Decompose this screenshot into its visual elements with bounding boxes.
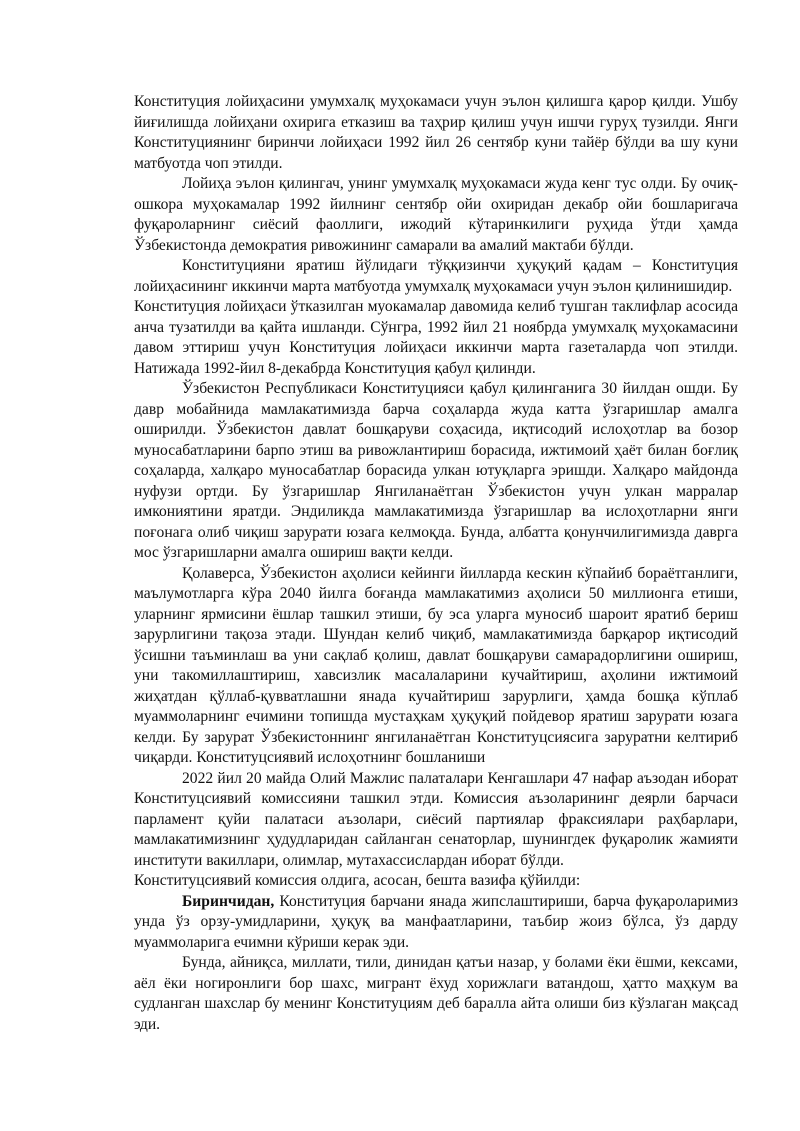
paragraph-lead: Биринчидан, [182,892,275,910]
paragraph: Лойиҳа эълон қилингач, унинг умумхалқ муҳокамаси жуда кенг тус олди. Бу очиқ-ошкора муҳокамалар 1992 йилнинг сентябр ойи охиридан декабр ойи бошларигача фуқароларнинг сиёсий фаоллиги, ижодий кўтаринкилиги руҳида ўтди ҳамда Ўзбекистонда демократия ривожининг самарали ва амалий мактаби бўлди. [134,175,738,254]
paragraph: Бунда, айниқса, миллати, тили, динидан қатъи назар, у болами ёки ёшми, кексами, аёл ёки ногиронлиги бор шахс, мигрант ёхуд хорижлаги ватандош, ҳатто маҳкум ва судланган шахслар бу менинг Конституциям деб баралла айта олиши биз кўзлаган мақсад эди. [134,954,738,1033]
paragraph: Қолаверса, Ўзбекистон аҳолиси кейинги йилларда кескин кўпайиб бораётганлиги, маълумотларга кўра 2040 йилга боғанда мамлакатимиз аҳолиси 50 миллионга етиши, уларнинг ярмисини ёшлар ташкил этиши, бу эса уларга муносиб шароит яратиб бериш зарурлигини тақоза этади. Шундан келиб чиқиб, мамлакатимизда барқарор иқтисодий ўсишни таъминлаш ва уни сақлаб қолиш, давлат бошқаруви самарадорлигини ошириш, уни такомиллаштириш, хавсизлик масалаларини кучайтириш, аҳолини ижтимоий жиҳатдан қўллаб-қувватлашни янада кучайтириш зарурлиги, ҳамда бошқа кўплаб муаммоларнинг ечимини топишда мустаҳкам ҳуқуқий пойдевор яратиш зарурати юзага келди. Бу зарурат Ўзбекистоннинг янгиланаётган Конституцсиясига заруратни келтириб чиқарди. Конституцсиявий ислоҳотнинг бошланиши [134,564,738,766]
paragraph: 2022 йил 20 майда Олий Мажлис палаталари Кенгашлари 47 нафар аъзодан иборат Конституцсиявий комиссияни ташкил этди. Комиссия аъзоларининг деярли барчаси парламент қуйи палатаси аъзолари, сиёсий партиялар фраксиялари раҳбарлари, мамлакатимизнинг ҳудудларидан сайланган сенаторлар, шунингдек фуқаролик жамияти институти вакиллари, олимлар, мутахассислардан иборат бўлди. [134,769,738,869]
paragraph: Ўзбекистон Республикаси Конституцияси қабул қилинганига 30 йилдан ошди. Бу давр мобайнида мамлакатимизда барча соҳаларда жуда катта ўзгаришлар амалга оширилди. Ўзбекистон давлат бошқаруви соҳасида, иқтисодий ислоҳотлар ва бозор муносабатларини барпо этиш ва ривожлантириш борасида, ижтимоий ҳаёт билан боғлиқ соҳаларда, халқаро муносабатлар борасида улкан ютуқларга эришди. Халқаро майдонда нуфузи ортди. Бу ўзгаришлар Янгиланаётган Ўзбекистон учун улкан марралар имкониятини яратди. Эндиликда мамлакатимизда ўзгаришлар ва ислоҳотларни янги поғонага олиб чиқиш зарурати юзага келмоқда. Бунда, албатта қонунчилигимизда даврга мос ўзгаришларни амалга ошириш вақти келди. [134,380,738,561]
paragraph-firstly [134,892,738,954]
paragraph: Конституция лойиҳаси ўтказилган муокамалар давомида келиб тушган таклифлар асосида анча тузатилди ва қайта ишланди. Сўнгра, 1992 йил 21 ноябрда умумхалқ муҳокамасини давом эттириш учун Конституция лойиҳаси иккинчи марта газеталарда чоп этилди. Натижада 1992-йил 8-декабрда Конституция қабул қилинди. [134,298,738,377]
paragraph: Конституцияни яратиш йўлидаги тўққизинчи ҳуқуқий қадам – Конституция лойиҳасининг иккинчи марта матбуотда умумхалқ муҳокамаси учун эълон қилинишидир. [134,257,738,295]
paragraph: Конституцсиявий комиссия олдига, асосан, бешта вазифа қўйилди: [134,872,581,889]
paragraph: Конституция лойиҳасини умумхалқ муҳокамаси учун эълон қилишга қарор қилди. Ушбу йиғилишда лойиҳани охирига етказиш ва таҳрир қилиш учун ишчи гуруҳ тузилди. Янги Конституциянинг биринчи лойиҳаси 1992 йил 26 сентябр куни тайёр бўлди ва шу куни матбуотда чоп этилди. [134,93,738,172]
paragraph-body: Конституция барчани янада жипслаштириши, барча фуқароларимиз унда ўз орзу-умидларини, ҳуқуқ ва манфаатларини, таъбир жоиз бўлса, ўз дарду муаммоларига ечимни кўриши керак эди. [134,892,738,951]
